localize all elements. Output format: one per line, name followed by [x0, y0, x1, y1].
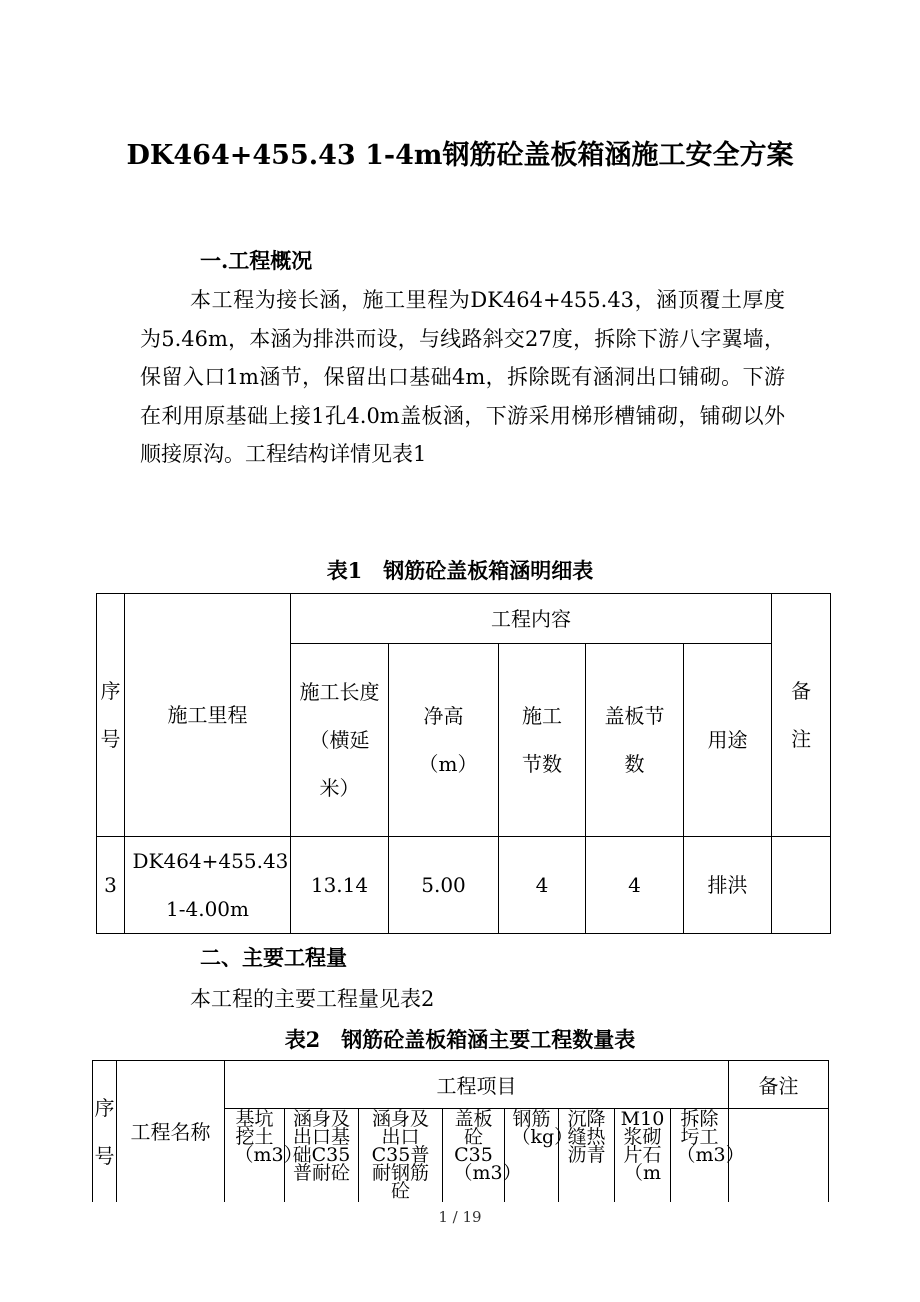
table-1-cell-cover-sections: 4 — [586, 837, 684, 934]
table-2-col-reinforced-concrete: 涵身及出口C35普耐钢筋砼 — [359, 1109, 443, 1203]
table-2-caption: 表2 钢筋砼盖板箱涵主要工程数量表 — [284, 1027, 636, 1052]
section-1-heading: 一.工程概况 — [200, 248, 313, 273]
table-1-header-cover-sections: 盖板节数 — [586, 644, 684, 837]
section-2-heading: 二、主要工程量 — [200, 945, 347, 970]
table-2-col-masonry: M10浆砌片石（m — [615, 1109, 671, 1203]
table-1-header-sections: 施工节数 — [499, 644, 586, 837]
table-1-cell-mileage: DK464+455.43 1-4.00m — [125, 837, 291, 934]
table-2-header-remark: 备注 — [729, 1061, 829, 1109]
table-2-col-foundation-concrete: 涵身及出口基础C35普耐砼 — [285, 1109, 359, 1203]
table-1-cell-sections: 4 — [499, 837, 586, 934]
table-1-caption: 表1 钢筋砼盖板箱涵明细表 — [326, 558, 594, 583]
table-1-cell-length: 13.14 — [291, 837, 389, 934]
table-1-header-group: 工程内容 — [291, 594, 772, 644]
table-2 — [92, 1060, 829, 1203]
table-2-col-cover-concrete: 盖板砼C35（m3） — [443, 1109, 505, 1203]
table-2-header-seq: 序号 — [93, 1061, 117, 1203]
table-1-cell-seq: 3 — [97, 837, 125, 934]
page-number: 1 / 19 — [438, 1208, 482, 1226]
table-2-col-rebar: 钢筋（kg） — [505, 1109, 559, 1203]
table-2-header-name: 工程名称 — [117, 1061, 225, 1203]
table-2-col-asphalt: 沉降缝热沥青 — [559, 1109, 615, 1203]
table-2-col-excavation: 基坑挖土（m3） — [225, 1109, 285, 1203]
table-1-header-remark: 备注 — [772, 594, 831, 837]
table-1-header-length: 施工长度（横延米） — [291, 644, 389, 837]
table-1 — [96, 593, 831, 934]
table-1-cell-remark — [772, 837, 831, 934]
table-1-cell-clear-height: 5.00 — [389, 837, 499, 934]
table-1-cell-usage: 排洪 — [684, 837, 772, 934]
table-1-header-clear-height: 净高（m） — [389, 644, 499, 837]
table-2-header-group: 工程项目 — [225, 1061, 729, 1109]
table-row — [97, 837, 831, 934]
table-1-header-seq: 序号 — [97, 594, 125, 837]
document-title: DK464+455.43 1-4m钢筋砼盖板箱涵施工安全方案 — [126, 140, 794, 171]
table-1-header-usage: 用途 — [684, 644, 772, 837]
section-2-text: 本工程的主要工程量见表2 — [190, 987, 435, 1011]
table-1-header-mileage: 施工里程 — [125, 594, 291, 837]
section-1-paragraph: 本工程为接长涵，施工里程为DK464+455.43，涵顶覆土厚度为5.46m，本涵为排洪而设，与线路斜交27度，拆除下游八字翼墙，保留入口1m涵节，保留出口基础4m，拆除既有涵洞出口铺砌。下游在利用原基础上接1孔4.0m盖板涵，下游采用梯形槽铺砌，铺砌以外顺接原沟。工程结构详情见表1 — [140, 288, 785, 466]
table-2-col-demolition: 拆除圬工（m3） — [671, 1109, 729, 1203]
